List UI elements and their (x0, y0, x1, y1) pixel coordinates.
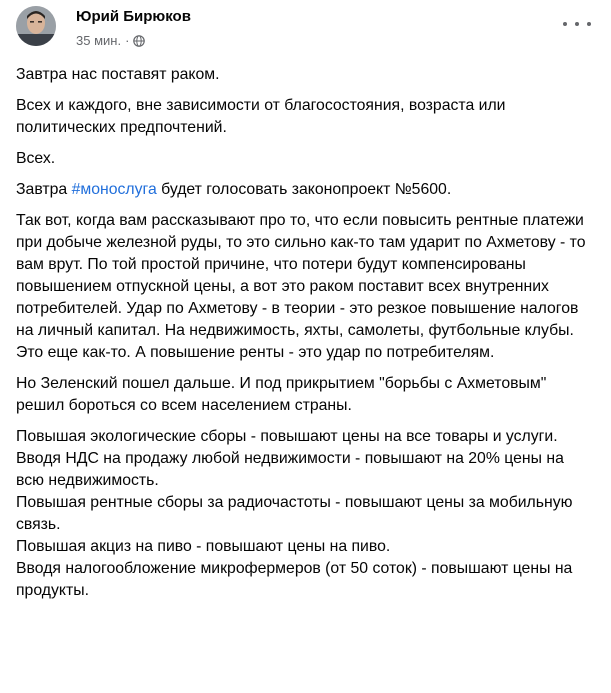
post-header (16, 4, 595, 58)
avatar-photo (16, 6, 56, 46)
avatar[interactable] (16, 6, 56, 46)
list-line: Повышая рентные сборы за радиочастоты - повышают цены за мобильную связь. (16, 494, 573, 533)
list-line: Вводя НДС на продажу любой недвижимости - повышают на 20% цены на всю недвижимость. (16, 450, 564, 489)
post-paragraph: Но Зеленский пошел дальше. И под прикрытием "борьбы с Ахметовым" решил бороться со всем населением страны. (16, 375, 547, 414)
more-dot (575, 22, 579, 26)
post-paragraph: Всех. (16, 150, 56, 167)
post-time[interactable]: 35 мин. (76, 33, 122, 48)
list-line: Повышая акциз на пиво - повышают цены на пиво. (16, 538, 391, 555)
post-paragraph: Всех и каждого, вне зависимости от благосостояния, возраста или политических предпочтений. (16, 97, 506, 136)
post-paragraph (16, 179, 595, 201)
hashtag-link[interactable]: #монослуга (71, 181, 157, 198)
more-dot (563, 22, 567, 26)
author-name[interactable]: Юрий Бирюков (76, 8, 191, 25)
list-line: Вводя налогообложение микрофермеров (от 50 соток) - повышают цены на продукты. (16, 560, 573, 599)
list-line: Повышая экологические сборы - повышают цены на все товары и услуги. (16, 428, 558, 445)
meta-separator: · (125, 33, 130, 48)
more-dot (587, 22, 591, 26)
post-paragraph-list (16, 426, 595, 602)
post-paragraph: Завтра нас поставят раком. (16, 66, 220, 83)
post-body (16, 64, 595, 602)
text-fragment: Завтра (16, 181, 72, 198)
globe-icon[interactable] (133, 35, 145, 47)
post-meta (76, 33, 145, 48)
post-paragraph: Так вот, когда вам рассказывают про то, что если повысить рентные платежи при добыче железной руды, то это сильно как-то там ударит по Ахметову - то вам врут. По той простой причине, что потери будут компенсированы повышением отпускной цены, а вот это раком поставит всех внутренних потребителей. Удар по Ахметову - в теории - это резкое повышение налогов на личный капитал. На недвижимость, яхты, самолеты, футбольные клубы. Это еще как-то. А повышение ренты - это удар по потребителям. (16, 212, 586, 361)
more-horizontal-icon[interactable] (563, 14, 591, 34)
text-fragment: будет голосовать законопроект №5600. (156, 181, 452, 198)
